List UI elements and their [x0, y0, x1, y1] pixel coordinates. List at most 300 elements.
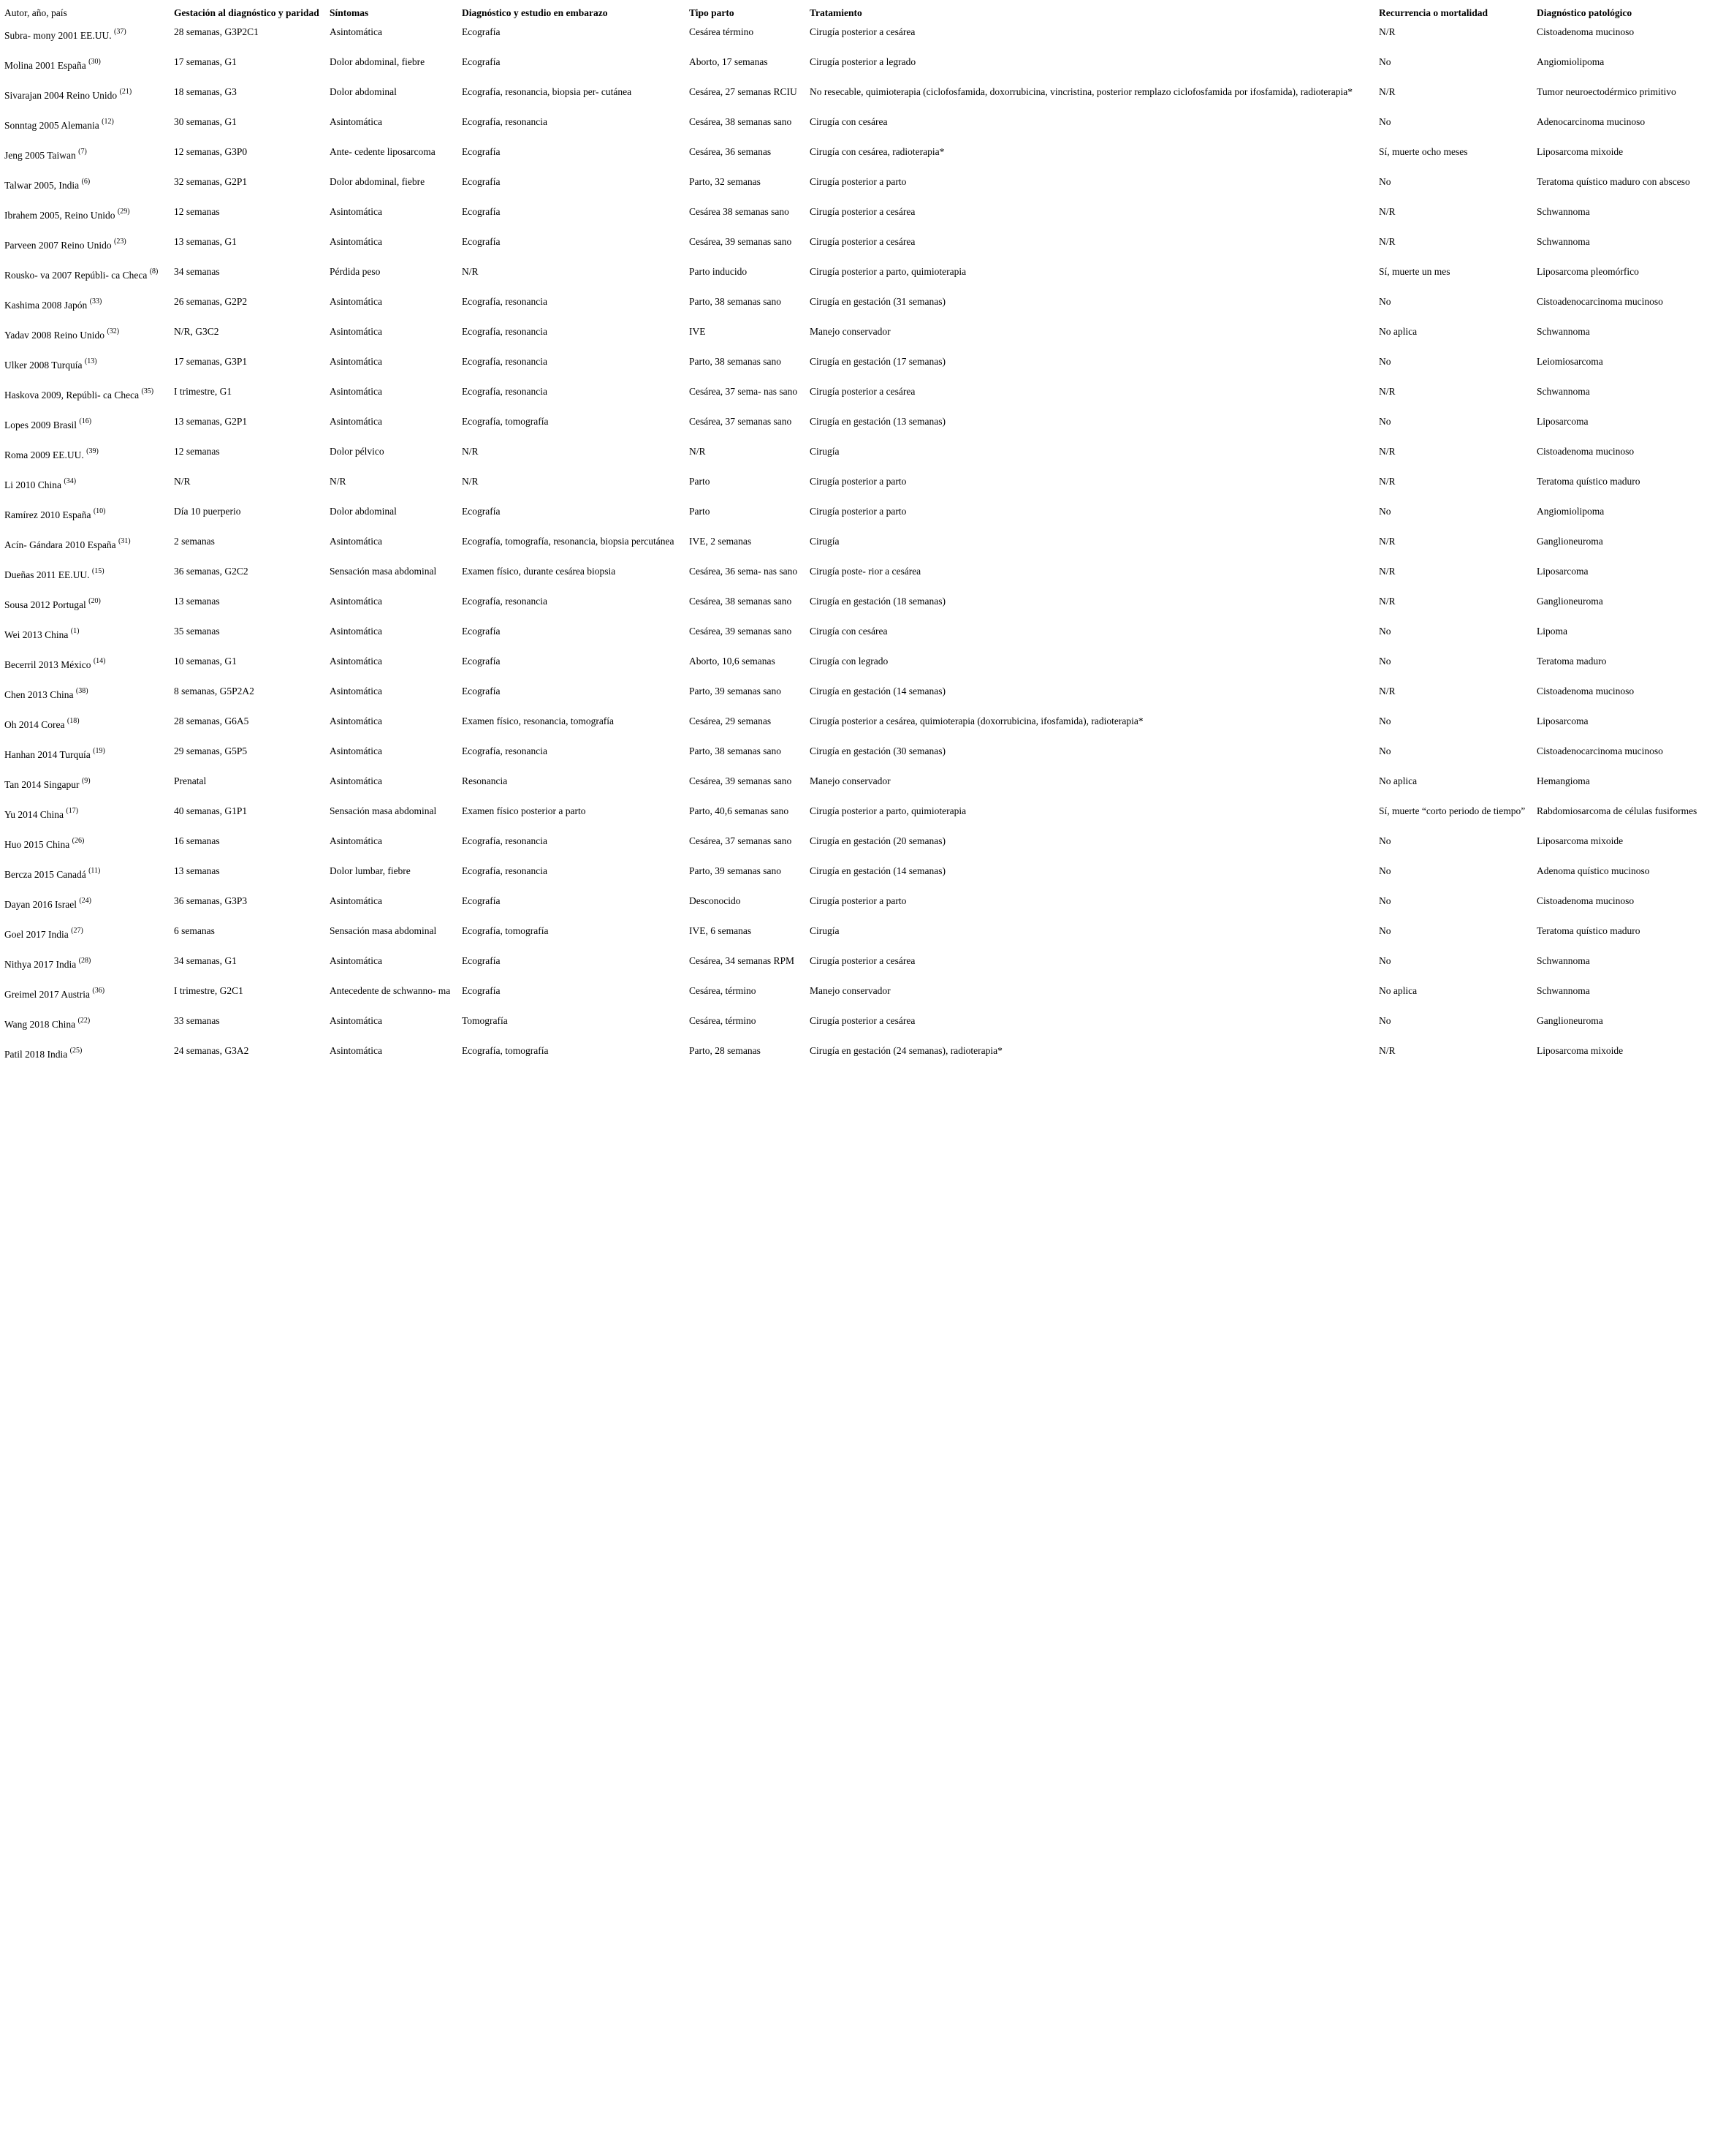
author-text: Becerril 2013 México	[4, 659, 91, 670]
author-text: Hanhan 2014 Turquía	[4, 749, 91, 760]
author-text: Yu 2014 China	[4, 809, 64, 820]
cell-delivery: Parto	[689, 506, 710, 517]
author-text: Haskova 2009, Repúbli- ca Checa	[4, 390, 140, 401]
cell-delivery: Cesárea, 37 semanas sano	[689, 835, 792, 846]
cell-author	[4, 564, 174, 594]
cell-diagnosis: Ecografía, tomografía, resonancia, biopsia percutánea	[462, 536, 674, 547]
cell-author	[4, 984, 174, 1014]
author-text: Tan 2014 Singapur	[4, 779, 80, 790]
cell-treatment: Cirugía posterior a parto	[810, 506, 907, 517]
cell-treatment: Cirugía en gestación (24 semanas), radioterapia*	[810, 1045, 1003, 1056]
author-text: Ibrahem 2005, Reino Unido	[4, 210, 115, 221]
cell-treatment: Cirugía posterior a cesárea	[810, 955, 916, 966]
table-row	[4, 624, 1713, 654]
cell-symptoms: Dolor abdominal	[330, 86, 397, 97]
reference-number: (6)	[81, 178, 91, 186]
cell-gestation: 34 semanas	[174, 266, 220, 277]
table-row	[4, 295, 1713, 324]
cell-diagnosis: Ecografía	[462, 626, 501, 637]
cell-gestation: Prenatal	[174, 775, 207, 786]
author-text: Talwar 2005, India	[4, 180, 80, 191]
cell-symptoms: Asintomática	[330, 686, 382, 696]
table-header	[4, 7, 1713, 25]
author-text: Dueñas 2011 EE.UU.	[4, 569, 90, 580]
cell-symptoms: Asintomática	[330, 1045, 382, 1056]
cell-author	[4, 25, 174, 55]
cell-pathology: Cistoadenoma mucinoso	[1537, 446, 1635, 457]
cell-delivery: Parto inducido	[689, 266, 748, 277]
cell-delivery: Parto, 40,6 semanas sano	[689, 805, 789, 816]
reference-number: (17)	[66, 807, 79, 815]
cell-symptoms: Asintomática	[330, 775, 382, 786]
cell-symptoms: Asintomática	[330, 386, 382, 397]
table-row	[4, 265, 1713, 295]
cell-delivery: Cesárea, 39 semanas sano	[689, 626, 792, 637]
cell-gestation: 36 semanas, G3P3	[174, 895, 248, 906]
cell-symptoms: Asintomática	[330, 296, 382, 307]
author-text: Bercza 2015 Canadá	[4, 869, 86, 880]
cell-pathology: Leiomiosarcoma	[1537, 356, 1603, 367]
cell-pathology: Schwannoma	[1537, 326, 1590, 337]
cell-outcome: N/R	[1379, 1045, 1396, 1056]
cell-outcome: No	[1379, 835, 1391, 846]
reference-number: (39)	[86, 447, 99, 455]
reference-number: (33)	[89, 297, 102, 305]
cell-gestation: 18 semanas, G3	[174, 86, 237, 97]
table-row	[4, 954, 1713, 984]
author-text: Chen 2013 China	[4, 689, 74, 700]
cell-treatment: Cirugía posterior a cesárea	[810, 26, 916, 37]
cell-gestation: 12 semanas	[174, 446, 220, 457]
reference-number: (37)	[113, 28, 126, 36]
header-pathology: Diagnóstico patológico	[1537, 7, 1632, 18]
cell-outcome: No	[1379, 745, 1391, 756]
table-row	[4, 384, 1713, 414]
cell-diagnosis: Ecografía	[462, 656, 501, 667]
reference-number: (38)	[75, 687, 88, 695]
cell-author	[4, 624, 174, 654]
cell-delivery: Cesárea, 39 semanas sano	[689, 775, 792, 786]
cell-delivery: Cesárea, 34 semanas RPM	[689, 955, 794, 966]
cell-pathology: Liposarcoma	[1537, 566, 1589, 577]
author-text: Molina 2001 España	[4, 60, 86, 71]
cell-treatment: Cirugía con cesárea, radioterapia*	[810, 146, 945, 157]
cell-symptoms: Asintomática	[330, 356, 382, 367]
cell-delivery: Desconocido	[689, 895, 741, 906]
cell-symptoms: Dolor abdominal, fiebre	[330, 56, 425, 67]
table-row	[4, 564, 1713, 594]
reference-number: (30)	[88, 58, 101, 66]
cell-gestation: 32 semanas, G2P1	[174, 176, 248, 187]
cell-treatment: Cirugía	[810, 536, 840, 547]
cell-delivery: Parto, 39 semanas sano	[689, 686, 781, 696]
table-row	[4, 864, 1713, 894]
cell-symptoms: Dolor pélvico	[330, 446, 384, 457]
cell-gestation: 26 semanas, G2P2	[174, 296, 248, 307]
cell-outcome: No aplica	[1379, 775, 1418, 786]
cell-pathology: Liposarcoma mixoide	[1537, 1045, 1624, 1056]
cell-symptoms: Asintomática	[330, 326, 382, 337]
cell-outcome: No	[1379, 865, 1391, 876]
cell-pathology: Angiomiolipoma	[1537, 506, 1605, 517]
author-text: Wang 2018 China	[4, 1019, 76, 1030]
cell-treatment: Cirugía con cesárea	[810, 116, 888, 127]
cell-outcome: No aplica	[1379, 326, 1418, 337]
reference-number: (24)	[79, 897, 92, 905]
cell-delivery: Parto, 39 semanas sano	[689, 865, 781, 876]
cell-treatment: No resecable, quimioterapia (ciclofosfamida, doxorrubicina, vincristina, posterior remplazo ciclofosfamida por ifosfamida), radioterapia*	[810, 86, 1353, 97]
cell-delivery: Cesárea, 37 sema- nas sano	[689, 386, 798, 397]
cell-delivery: Parto	[689, 476, 710, 487]
cell-diagnosis: Ecografía, resonancia	[462, 745, 547, 756]
cell-author	[4, 414, 174, 444]
cell-gestation: I trimestre, G1	[174, 386, 232, 397]
reference-number: (11)	[88, 867, 101, 875]
cell-treatment: Cirugía posterior a parto	[810, 895, 907, 906]
cell-treatment: Cirugía posterior a legrado	[810, 56, 916, 67]
cell-diagnosis: Ecografía, resonancia	[462, 326, 547, 337]
cell-symptoms: Antecedente de schwanno- ma	[330, 985, 451, 996]
cell-outcome: N/R	[1379, 476, 1396, 487]
cell-gestation: 16 semanas	[174, 835, 220, 846]
cell-diagnosis: Examen físico, resonancia, tomografía	[462, 715, 615, 726]
table-row	[4, 1044, 1713, 1074]
table-row	[4, 414, 1713, 444]
reference-number: (22)	[77, 1017, 91, 1025]
cell-treatment: Cirugía	[810, 446, 840, 457]
cell-diagnosis: Ecografía	[462, 895, 501, 906]
reference-number: (7)	[78, 148, 87, 156]
cell-gestation: 13 semanas, G2P1	[174, 416, 248, 427]
cell-symptoms: Ante- cedente liposarcoma	[330, 146, 436, 157]
cell-pathology: Lipoma	[1537, 626, 1567, 637]
cell-treatment: Cirugía con legrado	[810, 656, 889, 667]
cell-delivery: Cesárea, 38 semanas sano	[689, 596, 792, 607]
cell-diagnosis: Ecografía	[462, 146, 501, 157]
cell-author	[4, 175, 174, 205]
cell-symptoms: Asintomática	[330, 116, 382, 127]
reference-number: (18)	[66, 717, 80, 725]
cell-delivery: Cesárea 38 semanas sano	[689, 206, 789, 217]
cell-pathology: Teratoma maduro	[1537, 656, 1607, 667]
cell-outcome: No	[1379, 626, 1391, 637]
cell-delivery: Cesárea, 36 sema- nas sano	[689, 566, 798, 577]
table-row	[4, 1014, 1713, 1044]
reference-number: (20)	[88, 597, 101, 605]
table-row	[4, 25, 1713, 55]
author-text: Wei 2013 China	[4, 629, 69, 640]
cell-author	[4, 504, 174, 534]
author-text: Yadav 2008 Reino Unido	[4, 330, 105, 341]
author-text: Subra- mony 2001 EE.UU.	[4, 30, 112, 41]
table-row	[4, 834, 1713, 864]
cell-gestation: 35 semanas	[174, 626, 220, 637]
cell-delivery: Aborto, 17 semanas	[689, 56, 768, 67]
cell-author	[4, 474, 174, 504]
reference-number: (25)	[69, 1047, 83, 1055]
cell-gestation: 8 semanas, G5P2A2	[174, 686, 254, 696]
cell-diagnosis: Ecografía	[462, 176, 501, 187]
cell-delivery: Cesárea, 38 semanas sano	[689, 116, 792, 127]
cell-author	[4, 774, 174, 804]
cell-outcome: Sí, muerte un mes	[1379, 266, 1450, 277]
cell-symptoms: Pérdida peso	[330, 266, 381, 277]
cell-outcome: N/R	[1379, 596, 1396, 607]
cell-symptoms: Asintomática	[330, 236, 382, 247]
cell-diagnosis: Ecografía	[462, 206, 501, 217]
cell-symptoms: Sensación masa abdominal	[330, 566, 437, 577]
cell-author	[4, 354, 174, 384]
author-text: Kashima 2008 Japón	[4, 300, 88, 311]
cell-outcome: No	[1379, 1015, 1391, 1026]
author-text: Huo 2015 China	[4, 839, 70, 850]
reference-number: (9)	[81, 777, 91, 785]
cell-pathology: Schwannoma	[1537, 206, 1590, 217]
cell-author	[4, 145, 174, 175]
cell-pathology: Cistoadenoma mucinoso	[1537, 26, 1635, 37]
header-diagnosis: Diagnóstico y estudio en embarazo	[462, 7, 608, 18]
table-row	[4, 444, 1713, 474]
cell-outcome: No	[1379, 176, 1391, 187]
header-outcome: Recurrencia o mortalidad	[1379, 7, 1488, 18]
table-row	[4, 324, 1713, 354]
cell-pathology: Cistoadenocarcinoma mucinoso	[1537, 745, 1663, 756]
cell-outcome: N/R	[1379, 566, 1396, 577]
cell-treatment: Cirugía en gestación (20 semanas)	[810, 835, 946, 846]
cell-diagnosis: N/R	[462, 476, 479, 487]
cell-author	[4, 834, 174, 864]
cell-outcome: No	[1379, 895, 1391, 906]
cell-author	[4, 384, 174, 414]
cell-outcome: No	[1379, 116, 1391, 127]
cell-treatment: Cirugía	[810, 925, 840, 936]
author-text: Sonntag 2005 Alemania	[4, 120, 99, 131]
cell-treatment: Cirugía en gestación (30 semanas)	[810, 745, 946, 756]
cell-gestation: 40 semanas, G1P1	[174, 805, 248, 816]
cell-gestation: 13 semanas	[174, 596, 220, 607]
cell-diagnosis: Ecografía, tomografía	[462, 1045, 549, 1056]
cell-diagnosis: Ecografía, tomografía	[462, 416, 549, 427]
cell-gestation: 30 semanas, G1	[174, 116, 237, 127]
cell-symptoms: Dolor abdominal, fiebre	[330, 176, 425, 187]
reference-number: (35)	[141, 387, 154, 395]
cell-delivery: Cesárea, término	[689, 1015, 756, 1026]
table-row	[4, 654, 1713, 684]
cell-pathology: Ganglioneuroma	[1537, 1015, 1603, 1026]
table-row	[4, 594, 1713, 624]
cell-pathology: Angiomiolipoma	[1537, 56, 1605, 67]
cell-author	[4, 55, 174, 85]
cell-symptoms: Asintomática	[330, 656, 382, 667]
cell-diagnosis: Ecografía	[462, 686, 501, 696]
cell-gestation: 12 semanas	[174, 206, 220, 217]
cell-treatment: Cirugía posterior a cesárea	[810, 1015, 916, 1026]
cell-treatment: Cirugía posterior a parto	[810, 476, 907, 487]
cell-pathology: Ganglioneuroma	[1537, 536, 1603, 547]
cell-delivery: Cesárea, 27 semanas RCIU	[689, 86, 797, 97]
cell-diagnosis: Examen físico posterior a parto	[462, 805, 586, 816]
reference-number: (26)	[72, 837, 85, 845]
author-text: Sousa 2012 Portugal	[4, 599, 86, 610]
table-row	[4, 774, 1713, 804]
cell-diagnosis: Ecografía	[462, 236, 501, 247]
cell-outcome: No	[1379, 715, 1391, 726]
reference-number: (10)	[93, 507, 106, 515]
author-text: Greimel 2017 Austria	[4, 989, 90, 1000]
cell-symptoms: Sensación masa abdominal	[330, 925, 437, 936]
cell-author	[4, 594, 174, 624]
cell-diagnosis: Tomografía	[462, 1015, 508, 1026]
cell-pathology: Liposarcoma	[1537, 416, 1589, 427]
cell-pathology: Schwannoma	[1537, 236, 1590, 247]
cell-delivery: Parto, 38 semanas sano	[689, 356, 781, 367]
cell-treatment: Cirugía posterior a parto, quimioterapia	[810, 266, 967, 277]
cell-pathology: Liposarcoma mixoide	[1537, 146, 1624, 157]
cell-gestation: 28 semanas, G6A5	[174, 715, 249, 726]
cell-author	[4, 1014, 174, 1044]
cell-outcome: N/R	[1379, 86, 1396, 97]
table-row	[4, 744, 1713, 774]
table-row	[4, 474, 1713, 504]
reference-number: (36)	[92, 987, 105, 995]
author-text: Sivarajan 2004 Reino Unido	[4, 90, 118, 101]
cell-author	[4, 205, 174, 235]
cell-symptoms: Asintomática	[330, 26, 382, 37]
cell-treatment: Cirugía en gestación (17 semanas)	[810, 356, 946, 367]
table-row	[4, 55, 1713, 85]
cell-gestation: 12 semanas, G3P0	[174, 146, 248, 157]
case-reports-table	[4, 7, 1713, 1074]
reference-number: (29)	[117, 208, 130, 216]
cell-diagnosis: Ecografía, tomografía	[462, 925, 549, 936]
cell-diagnosis: Ecografía, resonancia	[462, 356, 547, 367]
cell-outcome: Sí, muerte “corto periodo de tiempo”	[1379, 805, 1526, 816]
cell-outcome: No	[1379, 416, 1391, 427]
cell-gestation: 2 semanas	[174, 536, 215, 547]
cell-treatment: Cirugía posterior a cesárea, quimioterapia (doxorrubicina, ifosfamida), radioterapia*	[810, 715, 1144, 726]
cell-treatment: Cirugía en gestación (31 semanas)	[810, 296, 946, 307]
cell-gestation: 13 semanas, G1	[174, 236, 237, 247]
cell-author	[4, 115, 174, 145]
author-text: Patil 2018 India	[4, 1049, 68, 1060]
cell-delivery: IVE	[689, 326, 706, 337]
cell-outcome: N/R	[1379, 686, 1396, 696]
cell-delivery: IVE, 6 semanas	[689, 925, 752, 936]
cell-symptoms: Sensación masa abdominal	[330, 805, 437, 816]
cell-diagnosis: Ecografía	[462, 26, 501, 37]
cell-author	[4, 324, 174, 354]
cell-author	[4, 295, 174, 324]
cell-pathology: Schwannoma	[1537, 985, 1590, 996]
cell-pathology: Liposarcoma mixoide	[1537, 835, 1624, 846]
cell-pathology: Liposarcoma	[1537, 715, 1589, 726]
cell-symptoms: Asintomática	[330, 1015, 382, 1026]
cell-author	[4, 864, 174, 894]
cell-pathology: Tumor neuroectodérmico primitivo	[1537, 86, 1676, 97]
cell-symptoms: Asintomática	[330, 715, 382, 726]
cell-delivery: N/R	[689, 446, 706, 457]
reference-number: (13)	[84, 357, 97, 365]
cell-outcome: No	[1379, 955, 1391, 966]
table-row	[4, 714, 1713, 744]
table-row	[4, 804, 1713, 834]
cell-outcome: No	[1379, 506, 1391, 517]
author-text: Acín- Gándara 2010 España	[4, 539, 116, 550]
cell-diagnosis: Ecografía	[462, 56, 501, 67]
author-text: Oh 2014 Corea	[4, 719, 65, 730]
cell-outcome: N/R	[1379, 536, 1396, 547]
cell-symptoms: Asintomática	[330, 626, 382, 637]
cell-treatment: Cirugía en gestación (18 semanas)	[810, 596, 946, 607]
cell-author	[4, 744, 174, 774]
reference-number: (15)	[91, 567, 104, 575]
cell-symptoms: Asintomática	[330, 835, 382, 846]
cell-treatment: Manejo conservador	[810, 775, 891, 786]
header-symptoms: Síntomas	[330, 7, 369, 18]
cell-delivery: Cesárea, 37 semanas sano	[689, 416, 792, 427]
table-row	[4, 205, 1713, 235]
cell-delivery: Aborto, 10,6 semanas	[689, 656, 775, 667]
cell-gestation: 36 semanas, G2C2	[174, 566, 248, 577]
cell-treatment: Cirugía posterior a cesárea	[810, 206, 916, 217]
table-row	[4, 115, 1713, 145]
cell-pathology: Teratoma quístico maduro	[1537, 476, 1640, 487]
cell-symptoms: Asintomática	[330, 895, 382, 906]
cell-pathology: Schwannoma	[1537, 955, 1590, 966]
cell-outcome: N/R	[1379, 236, 1396, 247]
reference-number: (32)	[107, 327, 120, 335]
cell-symptoms: Asintomática	[330, 206, 382, 217]
cell-gestation: Día 10 puerperio	[174, 506, 241, 517]
cell-pathology: Adenoma quístico mucinoso	[1537, 865, 1650, 876]
author-text: Ulker 2008 Turquía	[4, 360, 83, 371]
table-row	[4, 175, 1713, 205]
author-text: Rousko- va 2007 Repúbli- ca Checa	[4, 270, 148, 281]
header-treatment: Tratamiento	[810, 7, 862, 18]
table-row	[4, 924, 1713, 954]
cell-gestation: 13 semanas	[174, 865, 220, 876]
cell-delivery: Parto, 38 semanas sano	[689, 296, 781, 307]
reference-number: (19)	[93, 747, 105, 755]
cell-gestation: I trimestre, G2C1	[174, 985, 243, 996]
reference-number: (12)	[102, 118, 114, 126]
cell-symptoms: Asintomática	[330, 416, 382, 427]
reference-number: (16)	[79, 417, 92, 425]
cell-outcome: No	[1379, 925, 1391, 936]
cell-gestation: 17 semanas, G3P1	[174, 356, 248, 367]
cell-symptoms: Dolor abdominal	[330, 506, 397, 517]
reference-number: (34)	[64, 477, 77, 485]
header-delivery: Tipo parto	[689, 7, 734, 18]
author-text: Ramírez 2010 España	[4, 509, 91, 520]
cell-diagnosis: Ecografía	[462, 955, 501, 966]
cell-diagnosis: Ecografía, resonancia, biopsia per- cutánea	[462, 86, 632, 97]
table-row	[4, 504, 1713, 534]
table-row	[4, 145, 1713, 175]
author-text: Dayan 2016 Israel	[4, 899, 77, 910]
cell-delivery: Parto, 28 semanas	[689, 1045, 761, 1056]
cell-author	[4, 444, 174, 474]
cell-diagnosis: N/R	[462, 266, 479, 277]
cell-diagnosis: Ecografía, resonancia	[462, 835, 547, 846]
cell-diagnosis: Ecografía, resonancia	[462, 865, 547, 876]
cell-pathology: Cistoadenocarcinoma mucinoso	[1537, 296, 1663, 307]
cell-diagnosis: Resonancia	[462, 775, 508, 786]
reference-number: (8)	[149, 267, 159, 276]
table-row	[4, 984, 1713, 1014]
cell-diagnosis: Ecografía, resonancia	[462, 596, 547, 607]
cell-treatment: Cirugía posterior a parto	[810, 176, 907, 187]
